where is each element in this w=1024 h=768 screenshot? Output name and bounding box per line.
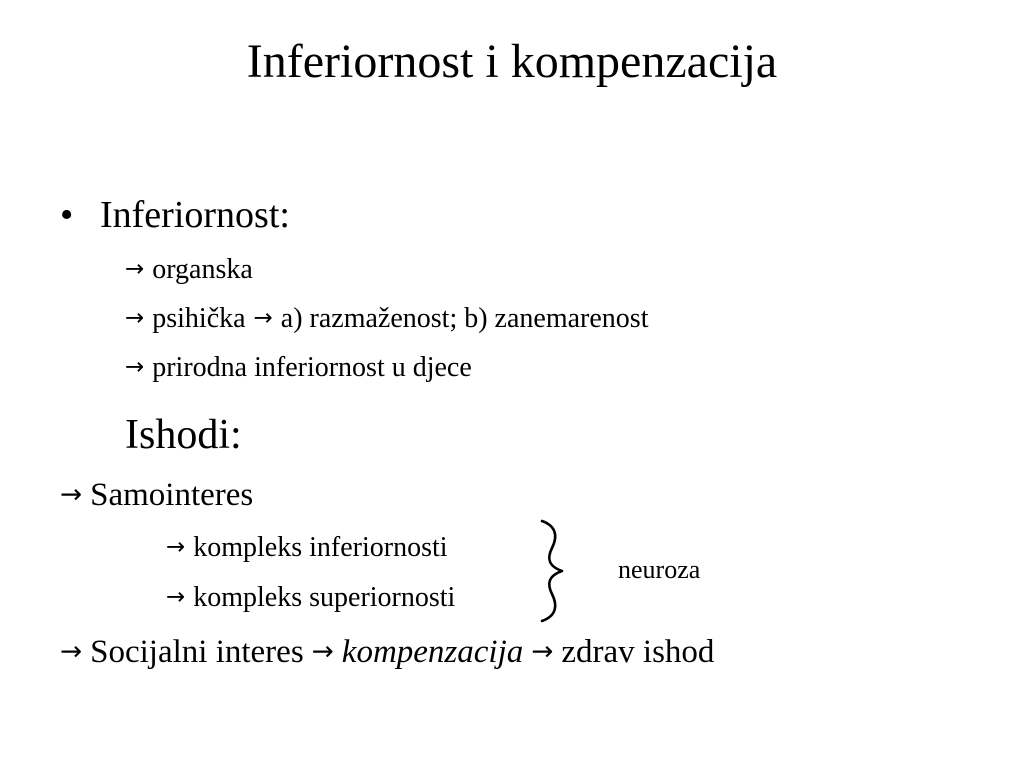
heading-inferiornost: Inferiornost: — [100, 194, 290, 236]
list-item-kompleks-superiornosti — [166, 584, 455, 612]
list-item-kompleks-inferiornosti — [166, 534, 448, 562]
list-item-prirodna — [125, 354, 472, 382]
slide-title: Inferiornost i kompenzacija — [246, 35, 778, 88]
list-item-text: Samointeres — [90, 477, 254, 513]
list-item-text: organska — [152, 254, 253, 285]
list-item-text: psihička — [152, 303, 246, 334]
right-arrow-icon: → — [253, 305, 273, 331]
right-curly-brace — [536, 518, 572, 624]
list-item-samointeres — [60, 479, 253, 512]
list-item-text: zdrav ishod — [561, 634, 715, 670]
list-item-text: Socijalni interes — [90, 634, 304, 670]
right-arrow-icon: → — [125, 256, 145, 282]
list-item-text: kompleks inferiornosti — [193, 532, 448, 563]
list-item-text: prirodna inferiornost u djece — [152, 352, 472, 383]
right-arrow-icon: → — [60, 479, 83, 510]
list-item-text: kompleks superiornosti — [193, 582, 456, 613]
right-arrow-icon: → — [60, 636, 83, 667]
list-item-italic-text: kompenzacija — [341, 634, 524, 670]
heading-ishodi: Ishodi: — [125, 412, 242, 458]
right-arrow-icon: → — [531, 636, 554, 667]
right-arrow-icon: → — [311, 636, 334, 667]
bullet-icon: • — [60, 194, 74, 236]
right-arrow-icon: → — [166, 534, 186, 560]
list-item-socijalni-interes — [60, 636, 714, 669]
list-item-organska — [125, 256, 253, 284]
right-arrow-icon: → — [125, 354, 145, 380]
bracket-label: neuroza — [618, 555, 701, 584]
right-arrow-icon: → — [166, 584, 186, 610]
list-item-text: a) razmaženost; b) zanemarenost — [280, 303, 649, 334]
right-arrow-icon: → — [125, 305, 145, 331]
list-item-psihicka — [125, 305, 648, 333]
